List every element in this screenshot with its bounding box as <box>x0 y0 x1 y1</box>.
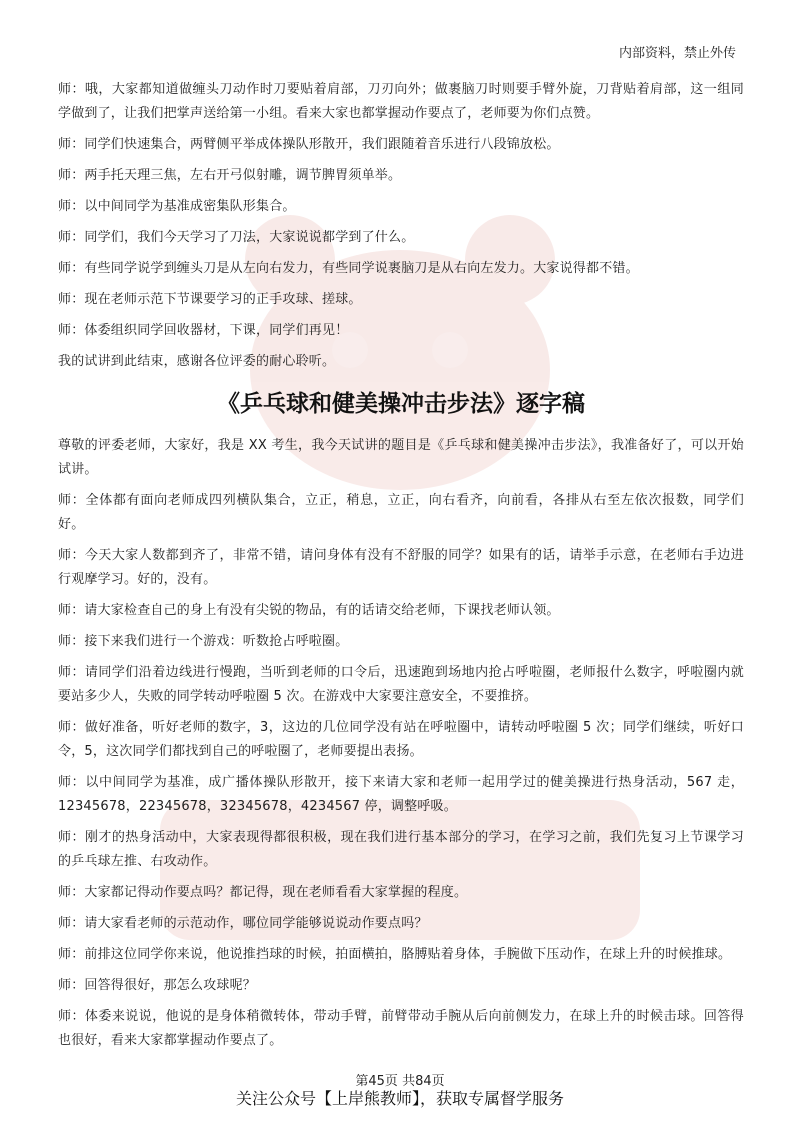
paragraph: 尊敬的评委老师，大家好，我是 XX 考生，我今天试讲的题目是《乒乓球和健美操冲击步法》，我准备好了，可以开始试讲。 <box>58 438 744 477</box>
paragraph: 师：接下来我们进行一个游戏：听数抢占呼啦圈。 <box>58 634 349 649</box>
paragraph: 师：有些同学说学到缠头刀是从左向右发力，有些同学说裹脑刀是从右向左发力。大家说得都不错。 <box>58 261 639 276</box>
paragraph: 师：请大家检查自己的身上有没有尖锐的物品，有的话请交给老师，下课找老师认领。 <box>58 603 560 618</box>
paragraph: 师：前排这位同学你来说，他说推挡球的时候，拍面横拍，胳膊贴着身体，手腕做下压动作，在球上升的时候推球。 <box>58 947 732 962</box>
paragraph: 师：做好准备，听好老师的数字，3，这边的几位同学没有站在呼啦圈中，请转动呼啦圈 5 次；同学们继续，听好口令，5，这次同学们都找到自己的呼啦圈了，老师要提出表扬。 <box>58 720 744 759</box>
footer-note: 关注公众号【上岸熊教师】，获取专属督学服务 <box>235 1089 564 1108</box>
paragraph: 师：请同学们沿着边线进行慢跑，当听到老师的口令后，迅速跑到场地内抢占呼啦圈，老师报什么数字，呼啦圈内就要站多少人，失败的同学转动呼啦圈 5 次。在游戏中大家要注意安全，不要推挤。 <box>58 665 744 704</box>
paragraph: 师：体委组织同学回收器材，下课，同学们再见！ <box>58 323 349 338</box>
section-title: 《乒乓球和健美操冲击步法》逐字稿 <box>217 391 585 417</box>
header-note: 内部资料，禁止外传 <box>618 46 736 61</box>
document-body <box>58 78 744 1060</box>
paragraph: 师：同学们快速集合，两臂侧平举成体操队形散开，我们跟随着音乐进行八段锦放松。 <box>58 137 560 152</box>
paragraph: 师：哦，大家都知道做缠头刀动作时刀要贴着肩部，刀刃向外；做裹脑刀时则要手臂外旋，刀背贴着肩部，这一组同学做到了，让我们把掌声送给第一小组。看来大家也都掌握动作要点了，老师要为你们点赞。 <box>58 82 744 121</box>
paragraph: 师：以中间同学为基准成密集队形集合。 <box>58 199 296 214</box>
paragraph: 师：今天大家人数都到齐了，非常不错，请问身体有没有不舒服的同学？如果有的话，请举手示意，在老师右手边进行观摩学习。好的，没有。 <box>58 548 744 587</box>
paragraph: 我的试讲到此结束，感谢各位评委的耐心聆听。 <box>58 354 336 369</box>
page-number: 第45页 共84页 <box>355 1074 445 1089</box>
paragraph: 师：全体都有面向老师成四列横队集合，立正，稍息，立正，向右看齐，向前看，各排从右至左依次报数，同学们好。 <box>58 493 744 532</box>
paragraph: 师：请大家看老师的示范动作，哪位同学能够说说动作要点吗？ <box>58 916 428 931</box>
paragraph: 师：两手托天理三焦，左右开弓似射雕，调节脾胃须单举。 <box>58 168 402 183</box>
paragraph: 师：现在老师示范下节课要学习的正手攻球、搓球。 <box>58 292 362 307</box>
paragraph: 师：同学们，我们今天学习了刀法，大家说说都学到了什么。 <box>58 230 415 245</box>
paragraph: 师：体委来说说，他说的是身体稍微转体，带动手臂，前臂带动手腕从后向前侧发力，在球上升的时候击球。回答得也很好，看来大家都掌握动作要点了。 <box>58 1009 744 1048</box>
paragraph: 师：大家都记得动作要点吗？都记得，现在老师看看大家掌握的程度。 <box>58 885 468 900</box>
paragraph: 师：回答得很好，那怎么攻球呢？ <box>58 978 257 993</box>
paragraph: 师：以中间同学为基准，成广播体操队形散开，接下来请大家和老师一起用学过的健美操进行热身活动，567 走，12345678，22345678，32345678，4234567 停，调整呼吸。 <box>58 775 744 814</box>
paragraph: 师：刚才的热身活动中，大家表现得都很积极，现在我们进行基本部分的学习，在学习之前，我们先复习上节课学习的乒乓球左推、右攻动作。 <box>58 830 744 869</box>
